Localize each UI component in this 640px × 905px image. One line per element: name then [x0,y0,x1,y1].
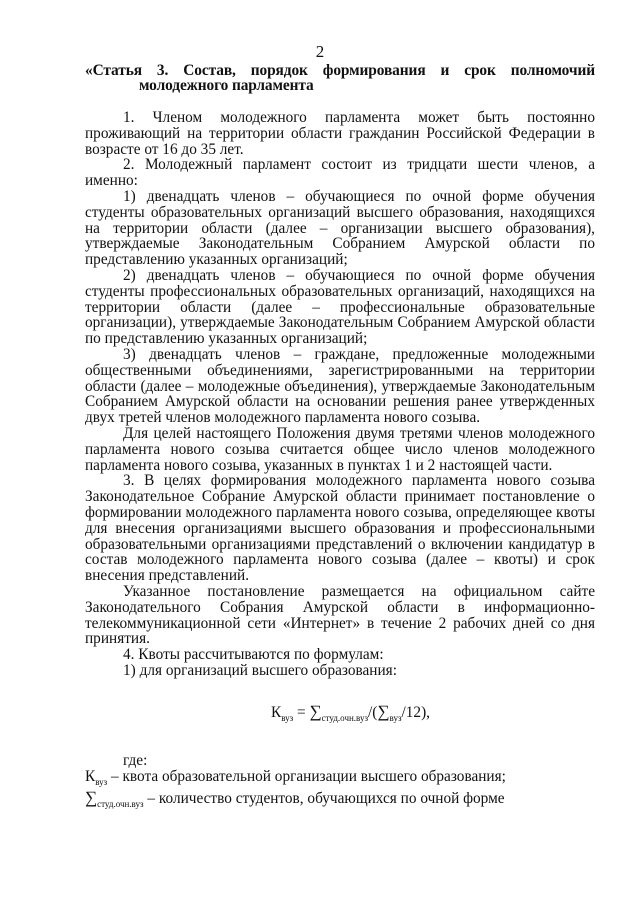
formula-lhs-subscript: вуз [281,712,294,723]
sum-symbol: ∑ [309,701,322,721]
where-label: где: [123,751,148,769]
definition-2-symbol: ∑ [85,788,98,808]
definition-2-text: – количество студентов, обучающихся по очной форме [143,790,505,808]
formula-tail: /12), [401,703,430,721]
paragraph-1: 1. Членом молодежного парламента может быть постоянно проживающий на территории области гражданин Российской Федерации в возрасте от 16 до 35 лет. [85,109,595,158]
article-title-line-1: «Статья 3. Состав, порядок формирования и срок полномочий [85,62,595,79]
paragraph-8: Указанное постановление размещается на официальном сайте Законодательного Собрания Амурской области в информационно-телекоммуникационной сети «Интернет» в течение 2 рабочих дней со дня принятия. [85,582,595,648]
formula-sum1-subscript: студ.очн.вуз [321,712,369,723]
paragraph-5: 3) двенадцать членов – граждане, предложенные молодежными общественными объединениями, зарегистрированными на территории области (далее – молодежные объединения), утверждаемые Законодательным Собранием Амурской области на основании решения ранее утвержденных двух третей членов молодежного парламента нового созыва. [85,345,595,427]
article-title-line-2: молодежного парламента [139,77,314,94]
definition-2 [85,790,595,813]
formula-equals: = [293,703,310,721]
page-number: 2 [315,42,325,61]
paragraph-9: 4. Квоты рассчитываются по формулам: [123,646,384,664]
paragraph-10: 1) для организаций высшего образования: [123,661,397,679]
paragraph-6: Для целей настоящего Положения двумя третями членов молодежного парламента нового созыва считается общее число членов молодежного парламента нового созыва, указанных в пунктах 1 и 2 настоящей части. [85,424,595,474]
paragraph-7: 3. В целях формирования молодежного парламента нового созыва Законодательное Собрание Амурской области принимает постановление о формировании молодежного парламента нового созыва, определяющее квоты для внесения организациями высшего образования и профессиональными образовательными организациями представлений о включении кандидатур в состав молодежного парламента нового созыва (далее – квоты) и срок внесения представлений. [85,472,595,585]
sum-symbol-2: ∑ [377,701,390,721]
definition-2-subscript: студ.очн.вуз [97,799,144,810]
paragraph-4: 2) двенадцать членов – обучающиеся по очной форме обучения студенты профессиональных образовательных организаций, находящихся на территории области (далее – профессиональные образовательные организации), утверждаемые Законодательным Собранием Амурской области по представлению указанных организаций; [85,266,595,348]
article-title [85,63,595,93]
definition-1-subscript: вуз [95,776,108,787]
paragraph-2: 2. Молодежный парламент состоит из тридцати шести членов, а именно: [85,156,595,190]
definition-1-symbol: К [85,767,96,785]
document-body [85,110,595,813]
paragraph-3: 1) двенадцать членов – обучающиеся по очной форме обучения студенты образовательных организаций высшего образования, находящихся на территории области (далее – организации высшего образования), утверждаемые Законодательным Собранием Амурской области по представлению указанных организаций; [85,187,595,269]
definition-1-text: – квота образовательной организации высшего образования; [107,767,506,785]
quota-formula [85,703,595,727]
formula-mid: /( [368,703,378,721]
definition-1 [85,769,595,791]
formula-sum2-subscript: вуз [389,712,402,723]
formula-lhs: К [271,703,282,721]
